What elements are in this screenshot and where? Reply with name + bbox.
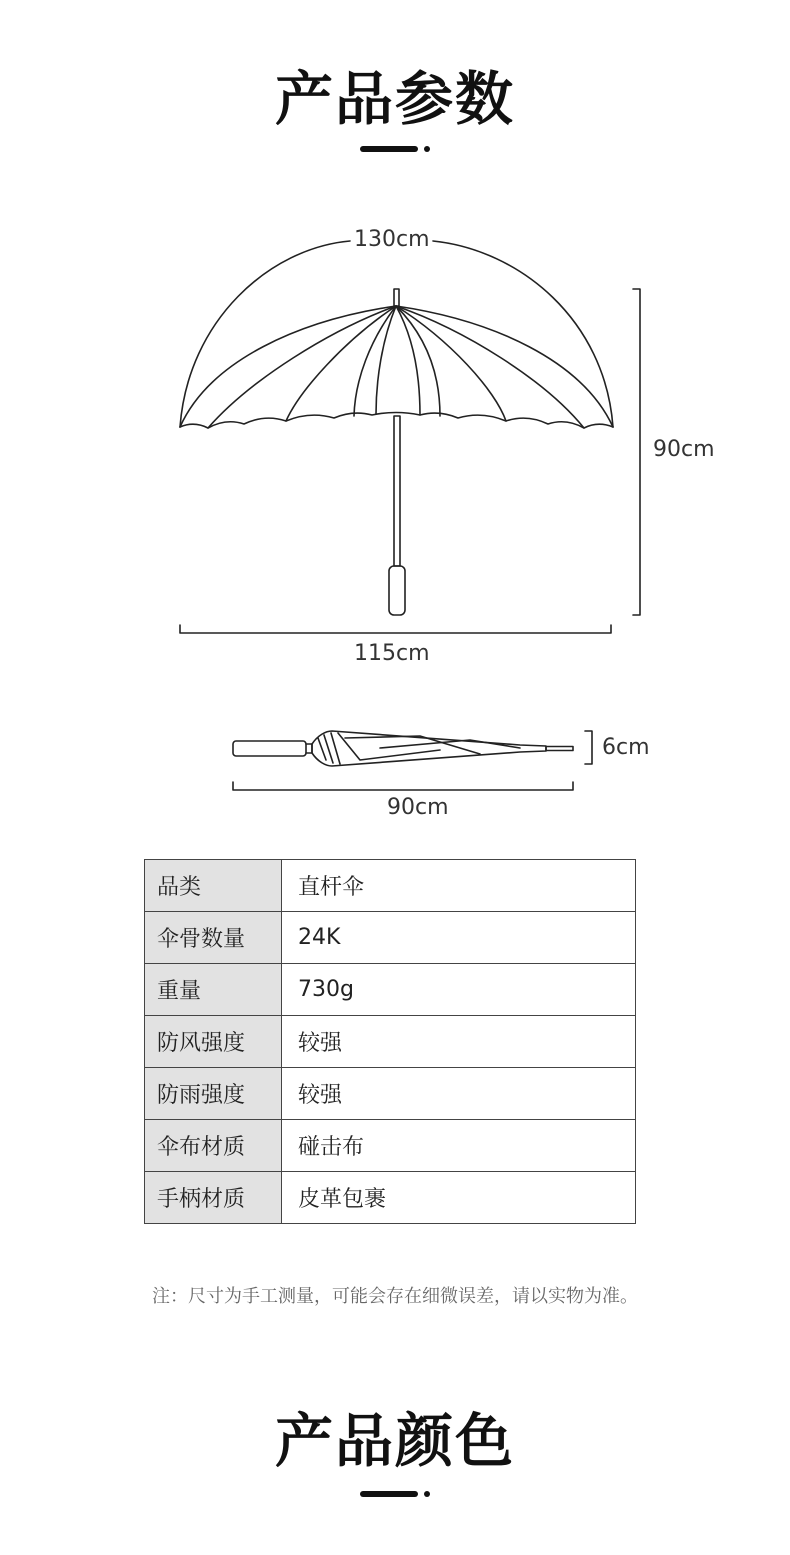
table-row bbox=[145, 1120, 636, 1172]
height-dimension-bracket bbox=[633, 289, 640, 615]
length-label: 90cm bbox=[387, 795, 449, 820]
spec-key: 手柄材质 bbox=[145, 1172, 282, 1224]
spec-key: 防风强度 bbox=[145, 1016, 282, 1068]
canopy-outer-arc-left bbox=[180, 241, 350, 427]
closed-umbrella-neck bbox=[306, 744, 312, 753]
spec-key: 品类 bbox=[145, 860, 282, 912]
diameter-dimension-bracket bbox=[585, 731, 592, 764]
diameter-label: 6cm bbox=[602, 735, 650, 760]
table-row bbox=[145, 1068, 636, 1120]
table-row bbox=[145, 860, 636, 912]
closed-umbrella-handle bbox=[233, 741, 306, 756]
closed-umbrella-fold bbox=[380, 740, 520, 748]
closed-umbrella-tip bbox=[546, 747, 573, 751]
closed-umbrella-fold bbox=[318, 738, 326, 760]
closed-umbrella-body bbox=[312, 731, 546, 766]
spec-value: 24K bbox=[282, 912, 636, 964]
umbrella-tip bbox=[394, 289, 399, 306]
canopy-rib bbox=[396, 306, 420, 415]
title-underline-mark bbox=[360, 1489, 432, 1499]
canopy-rib bbox=[396, 306, 506, 421]
canopy-inner-edge bbox=[180, 306, 613, 427]
umbrella-handle bbox=[389, 566, 405, 615]
spec-value: 碰击布 bbox=[282, 1120, 636, 1172]
width-dimension-bracket bbox=[180, 625, 611, 633]
spec-key: 重量 bbox=[145, 964, 282, 1016]
canopy-rib bbox=[396, 306, 584, 428]
canopy-hem bbox=[180, 413, 613, 429]
spec-value: 皮革包裹 bbox=[282, 1172, 636, 1224]
spec-value: 较强 bbox=[282, 1068, 636, 1120]
canopy-arc-label: 130cm bbox=[354, 227, 430, 252]
spec-table bbox=[144, 859, 636, 1224]
params-section-title: 产品参数 bbox=[274, 65, 515, 133]
spec-key: 防雨强度 bbox=[145, 1068, 282, 1120]
measurement-note: 注：尺寸为手工测量，可能会存在细微误差，请以实物为准。 bbox=[152, 1286, 638, 1307]
canopy-rib bbox=[376, 306, 396, 414]
spec-value: 730g bbox=[282, 964, 636, 1016]
table-row bbox=[145, 1016, 636, 1068]
umbrella-shaft bbox=[394, 416, 400, 566]
table-row bbox=[145, 964, 636, 1016]
canopy-rib bbox=[208, 306, 396, 428]
table-row bbox=[145, 912, 636, 964]
spec-value: 较强 bbox=[282, 1016, 636, 1068]
canopy-rib bbox=[396, 306, 440, 416]
height-label: 90cm bbox=[653, 437, 715, 462]
spec-key: 伞骨数量 bbox=[145, 912, 282, 964]
spec-key: 伞布材质 bbox=[145, 1120, 282, 1172]
colors-section-title: 产品颜色 bbox=[274, 1407, 515, 1475]
spec-value: 直杆伞 bbox=[282, 860, 636, 912]
width-label: 115cm bbox=[354, 641, 430, 666]
table-row bbox=[145, 1172, 636, 1224]
length-dimension-bracket bbox=[233, 782, 573, 790]
